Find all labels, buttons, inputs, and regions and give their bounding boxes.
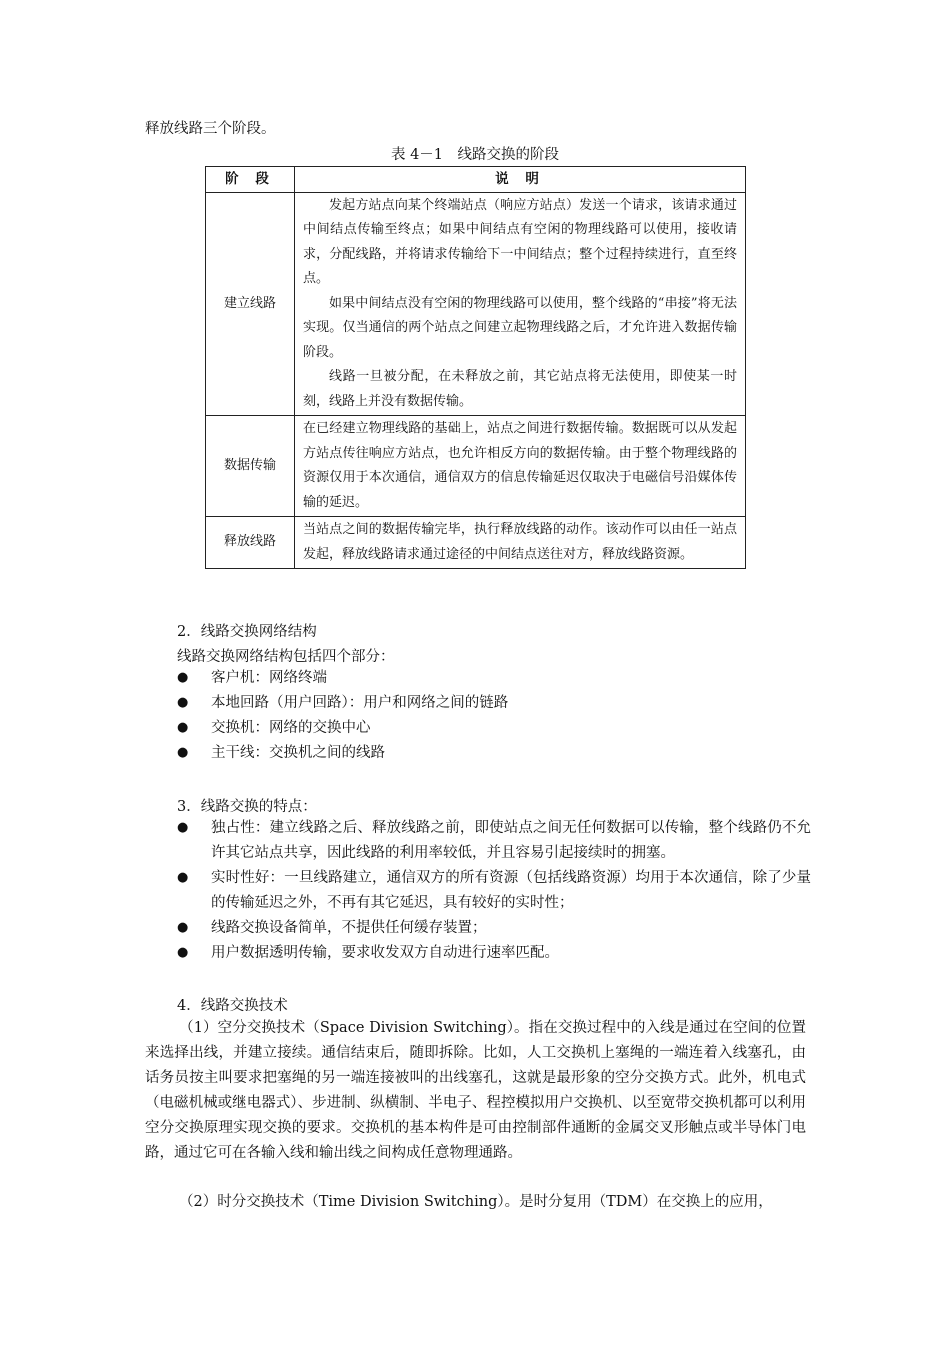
bullet-icon: ●	[177, 745, 189, 760]
section-3-heading: 3．线路交换的特点：	[177, 799, 317, 815]
description-cell	[295, 192, 746, 416]
bullet-icon: ●	[177, 870, 189, 885]
bullet-icon: ●	[177, 820, 189, 835]
time-division-paragraph	[145, 1190, 806, 1211]
table-caption: 表 4－1 线路交换的阶段	[390, 147, 560, 163]
description-paragraph: 当站点之间的数据传输完毕，执行释放线路的动作。该动作可以由任一站点发起，释放线路请求通过途径的中间结点送往对方，释放线路资源。	[303, 522, 737, 562]
bullet-icon: ●	[177, 920, 189, 935]
description-cell	[295, 517, 746, 569]
table-row	[206, 517, 746, 569]
bullet-icon: ●	[177, 945, 189, 960]
space-division-text: （1）空分交换技术（Space Division Switching）。指在交换过程中的入线是通过在空间的位置来选择出线，并建立接续。通信结束后，随即拆除。比如，人工交换机上塞绳的一端连着入线塞孔，由话务员按主叫要求把塞绳的另一端连接被叫的出线塞孔，这就是最形象的空分交换方式。此外，机电式（电磁机械或继电器式）、步进制、纵横制、半电子、程控模拟用户交换机、以至宽带交换机都可以利用空分交换原理实现交换的要求。交换机的基本构件是可由控制部件通断的金属交叉形触点或半导体门电路，通过它可在各输入线和输出线之间构成任意物理通路。	[145, 1020, 806, 1161]
time-division-text: （2）时分交换技术（Time Division Switching）。是时分复用（TDM）在交换上的应用，	[179, 1194, 773, 1210]
bullet-icon: ●	[177, 695, 189, 710]
header-description: 说 明	[295, 167, 746, 193]
section-4-heading: 4．线路交换技术	[177, 998, 288, 1014]
stage-cell: 释放线路	[206, 517, 295, 569]
description-paragraph: 在已经建立物理线路的基础上，站点之间进行数据传输。数据既可以从发起方站点传往响应方站点，也允许相反方向的数据传输。由于整个物理线路的资源仅用于本次通信，通信双方的信息传输延迟仅取决于电磁信号沿媒体传输的延迟。	[303, 421, 737, 510]
header-stage: 阶 段	[206, 167, 295, 193]
description-cell	[295, 416, 746, 517]
intro-text: 释放线路三个阶段。	[145, 121, 276, 137]
table-row	[206, 416, 746, 517]
section-2-intro: 线路交换网络结构包括四个部分：	[177, 649, 395, 665]
table-header-row	[206, 167, 746, 193]
stage-cell: 数据传输	[206, 416, 295, 517]
description-paragraph: 如果中间结点没有空闲的物理线路可以使用，整个线路的“串接”将无法实现。仅当通信的两个站点之间建立起物理线路之后，才允许进入数据传输阶段。	[303, 295, 737, 360]
bullet-icon: ●	[177, 670, 189, 685]
stage-cell: 建立线路	[206, 192, 295, 416]
table-row	[206, 192, 746, 416]
description-paragraph: 线路一旦被分配，在未释放之前，其它站点将无法使用，即使某一时刻，线路上并没有数据传输。	[303, 369, 737, 409]
bullet-icon: ●	[177, 720, 189, 735]
section-2-heading: 2．线路交换网络结构	[177, 624, 317, 640]
space-division-paragraph	[145, 1016, 806, 1166]
description-paragraph: 发起方站点向某个终端站点（响应方站点）发送一个请求，该请求通过中间结点传输至终点；如果中间结点有空闲的物理线路可以使用，接收请求，分配线路，并将请求传输给下一中间结点；整个过程持续进行，直至终点。	[303, 197, 737, 286]
stages-table	[205, 166, 746, 569]
